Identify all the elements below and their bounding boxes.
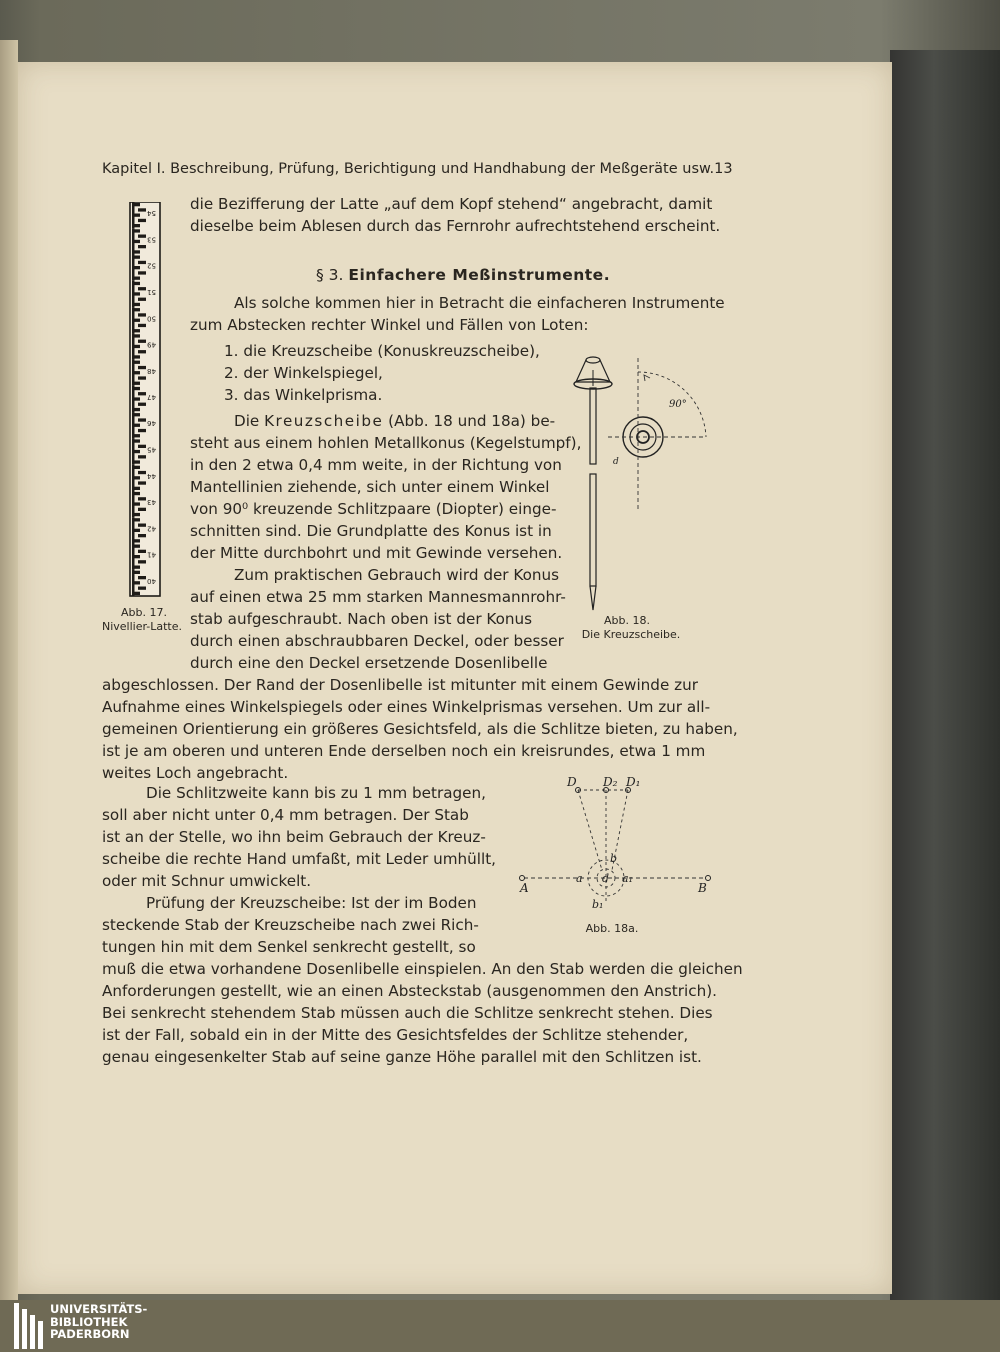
- fig18a-label-A: A: [520, 881, 529, 895]
- staff-number: 51: [147, 288, 156, 296]
- library-logo-icon: [14, 1303, 46, 1349]
- text-line: der Mitte durchbohrt und mit Gewinde versehen.: [190, 544, 563, 562]
- staff-mark: [138, 245, 146, 248]
- fig18a-label-d: d: [602, 872, 610, 885]
- list-item: 3. das Winkelprisma.: [224, 386, 383, 404]
- text-line: steht aus einem hohlen Metallkonus (Kegelstumpf),: [190, 434, 582, 452]
- section-heading: [316, 266, 610, 284]
- left-page-edge: [0, 40, 18, 1300]
- section-title: Einfachere Meßinstrumente.: [348, 266, 611, 284]
- page-number: 13: [714, 161, 733, 177]
- staff-mark: [138, 208, 146, 211]
- staff-mark: [138, 524, 146, 527]
- text-line: in den 2 etwa 0,4 mm weite, in der Richtung von: [190, 456, 562, 474]
- staff-mark: [138, 445, 146, 448]
- staff-spine: [132, 465, 135, 491]
- text-line: tungen hin mit dem Senkel senkrecht gestellt, so: [102, 938, 476, 956]
- footer-bar: [0, 1300, 1000, 1352]
- staff-mark: [138, 471, 146, 474]
- staff-mark: [138, 576, 146, 579]
- text-line: steckende Stab der Kreuzscheibe nach zwei Rich-: [102, 916, 479, 934]
- text-line: scheibe die rechte Hand umfaßt, mit Leder umhüllt,: [102, 850, 497, 868]
- staff-spine: [132, 228, 135, 254]
- text-line: durch einen abschraubbaren Deckel, oder besser: [190, 632, 564, 650]
- staff-mark: [138, 550, 146, 553]
- staff-spine: [132, 412, 135, 438]
- text-line: ist je am oberen und unteren Ende derselben noch ein kreisrundes, etwa 1 mm: [102, 742, 706, 760]
- section-number: § 3.: [316, 266, 344, 284]
- staff-spine: [132, 333, 135, 359]
- fig18-caption-number: Abb. 18.: [604, 614, 650, 627]
- list-item: 2. der Winkelspiegel,: [224, 364, 383, 382]
- text-line: abgeschlossen. Der Rand der Dosenlibelle ist mitunter mit einem Gewinde zur: [102, 676, 698, 694]
- staff-mark: [138, 366, 146, 369]
- staff-spine: [132, 386, 135, 412]
- fig18-d-label: d: [613, 457, 619, 467]
- staff-spine: [132, 438, 135, 464]
- fig18a-label-D: D: [567, 775, 577, 789]
- text-line: Mantellinien ziehende, sich unter einem Winkel: [190, 478, 550, 496]
- staff-spine: [132, 517, 135, 543]
- text-line: ist der Fall, sobald ein in der Mitte des Gesichtsfeldes der Schlitze stehender,: [102, 1026, 689, 1044]
- staff-number: 49: [147, 340, 156, 349]
- staff-number: 42: [147, 524, 156, 533]
- figure-leveling-staff: [126, 202, 166, 598]
- staff-mark: [138, 429, 146, 432]
- staff-spine: [132, 570, 135, 596]
- fig18a-caption: Abb. 18a.: [585, 922, 639, 935]
- text-line: die Bezifferung der Latte „auf dem Kopf stehend“ angebracht, damit: [190, 195, 713, 213]
- staff-spine: [132, 202, 135, 228]
- text-line: durch eine den Deckel ersetzende Dosenlibelle: [190, 654, 548, 672]
- fig18a-label-D2: D₂: [603, 775, 618, 789]
- text-line: Die Kreuzscheibe (Abb. 18 und 18a) be-: [234, 412, 556, 430]
- text-line: oder mit Schnur umwickelt.: [102, 872, 312, 890]
- staff-mark: [138, 261, 146, 264]
- staff-mark: [138, 560, 146, 563]
- staff-mark: [138, 376, 146, 379]
- fig17-caption-title: Nivellier-Latte.: [101, 620, 183, 633]
- staff-spine: [132, 307, 135, 333]
- fig18a-label-b1: b₁: [592, 898, 604, 911]
- staff-number: 47: [147, 393, 156, 402]
- staff-mark: [138, 313, 146, 316]
- text-line: Aufnahme eines Winkelspiegels oder eines Winkelprismas versehen. Um zur all-: [102, 698, 711, 716]
- staff-number: 52: [147, 261, 156, 270]
- staff-number: 54: [147, 209, 156, 218]
- fig18a-label-B: B: [698, 881, 707, 895]
- staff-mark: [138, 298, 146, 301]
- term-kreuzscheibe: Kreuzscheibe: [264, 412, 384, 430]
- text-line: ist an der Stelle, wo ihn beim Gebrauch der Kreuz-: [102, 828, 486, 846]
- staff-mark: [138, 324, 146, 327]
- staff-mark: [138, 235, 146, 238]
- text-line: dieselbe beim Ablesen durch das Fernrohr aufrechtstehend erscheint.: [190, 217, 721, 235]
- staff-mark: [138, 534, 146, 537]
- staff-mark: [138, 219, 146, 222]
- staff-spine: [132, 281, 135, 307]
- text-line: Zum praktischen Gebrauch wird der Konus: [234, 566, 560, 584]
- fig18a-label-D1: D₁: [626, 775, 641, 789]
- text-line: Bei senkrecht stehendem Stab müssen auch die Schlitze senkrecht stehen. Dies: [102, 1004, 713, 1022]
- staff-mark: [138, 508, 146, 511]
- staff-mark: [138, 392, 146, 395]
- staff-mark: [138, 340, 146, 343]
- figure-kreuzscheibe: [566, 350, 716, 616]
- staff-number: 44: [147, 471, 156, 480]
- text-line: gemeinen Orientierung ein größeres Gesichtsfeld, als die Schlitze bieten, zu haben,: [102, 720, 738, 738]
- text-line: Als solche kommen hier in Betracht die einfacheren Instrumente: [234, 294, 725, 312]
- staff-mark: [138, 350, 146, 353]
- fig18a-label-a: a: [576, 872, 583, 885]
- staff-mark: [138, 287, 146, 290]
- header-title: Kapitel I. Beschreibung, Prüfung, Berichtigung und Handhabung der Meßgeräte usw.: [102, 161, 715, 177]
- staff-spine: [132, 255, 135, 281]
- text-line: Prüfung der Kreuzscheibe: Ist der im Boden: [146, 894, 477, 912]
- text-line: schnitten sind. Die Grundplatte des Konus ist in: [190, 522, 552, 540]
- text-line: stab aufgeschraubt. Nach oben ist der Konus: [190, 610, 533, 628]
- staff-mark: [138, 403, 146, 406]
- staff-spine: [132, 360, 135, 386]
- library-logo-text: UNIVERSITÄTS- BIBLIOTHEK PADERBORN: [50, 1302, 148, 1341]
- staff-number: 48: [147, 366, 156, 375]
- text-line: soll aber nicht unter 0,4 mm betragen. Der Stab: [102, 806, 469, 824]
- fig17-caption-number: Abb. 17.: [121, 606, 167, 619]
- text-line: genau eingesenkelter Stab auf seine ganze Höhe parallel mit den Schlitzen ist.: [102, 1048, 702, 1066]
- fig18a-label-a1: a₁: [622, 872, 633, 885]
- list-item: 1. die Kreuzscheibe (Konuskreuzscheibe),: [224, 342, 540, 360]
- text-line: muß die etwa vorhandene Dosenlibelle einspielen. An den Stab werden die gleichen: [102, 960, 743, 978]
- staff-number: 40: [147, 576, 156, 585]
- staff-mark: [138, 481, 146, 484]
- staff-number: 43: [147, 498, 156, 506]
- text-line: Anforderungen gestellt, wie an einen Absteckstab (ausgenommen den Anstrich).: [102, 982, 717, 1000]
- text-line: zum Abstecken rechter Winkel und Fällen von Loten:: [190, 316, 589, 334]
- staff-mark: [138, 587, 146, 590]
- staff-number: 53: [147, 235, 156, 244]
- figure-sighting-diagram: [510, 772, 720, 916]
- staff-mark: [138, 418, 146, 421]
- fig18-caption-title: Die Kreuzscheibe.: [581, 628, 681, 641]
- staff-number: 41: [147, 550, 156, 559]
- text-line: von 90⁰ kreuzende Schlitzpaare (Diopter) einge-: [190, 500, 557, 518]
- fig18a-label-b: b: [610, 852, 618, 865]
- running-header: [102, 161, 733, 177]
- text-line: Die Schlitzweite kann bis zu 1 mm betragen,: [146, 784, 486, 802]
- staff-mark: [138, 271, 146, 274]
- staff-number: 46: [147, 419, 156, 428]
- staff-number: 50: [147, 314, 156, 323]
- staff-mark: [138, 497, 146, 500]
- text-line: auf einen etwa 25 mm starken Mannesmannrohr-: [190, 588, 566, 606]
- staff-spine: [132, 491, 135, 517]
- staff-mark: [138, 455, 146, 458]
- staff-number: 45: [147, 445, 156, 454]
- book-cover-edge: [890, 50, 1000, 1300]
- fig18-angle-label: 90°: [669, 399, 687, 410]
- text-line: weites Loch angebracht.: [102, 764, 289, 782]
- staff-spine: [132, 544, 135, 570]
